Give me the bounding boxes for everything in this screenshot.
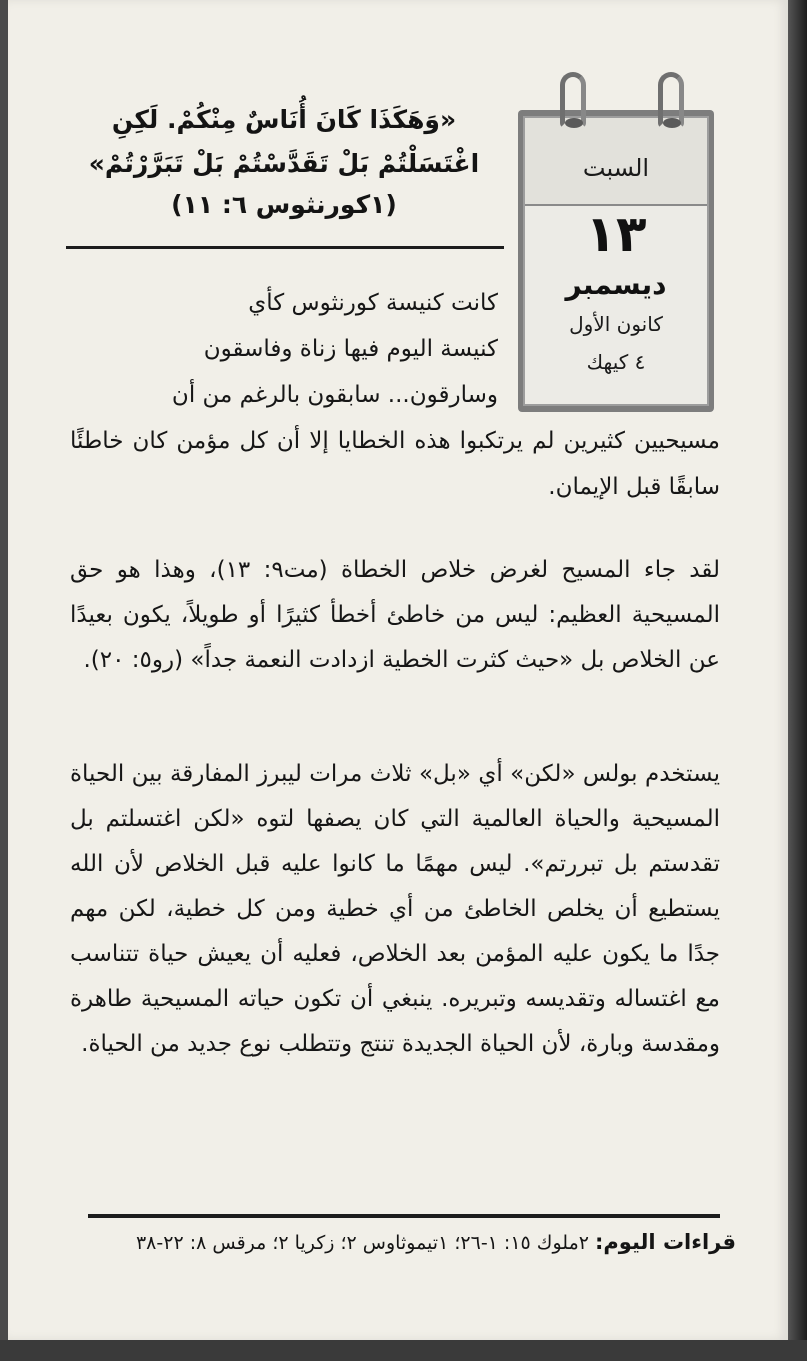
page-bottom-edge: [0, 1340, 807, 1361]
verse-divider: [66, 246, 504, 249]
verse-line-1: «وَهَكَذَا كَانَ أُنَاسٌ مِنْكُمْ. لَكِنِ: [111, 105, 457, 134]
ring-hole-icon: [663, 118, 681, 128]
paragraph-3: يستخدم بولس «لكن» أي «بل» ثلاث مرات ليبرز المفارقة بين الحياة المسيحية والحياة العالمية التي كان يصفها لتوه «لكن اغتسلتم بل تقدستم بل تبررتم». ليس مهمًا ما كانوا عليه قبل الخلاص لأن الله يستطيع أن يخلص الخاطئ من أي خطية ومن كل خطية، لكن مهم جدًا ما يكون عليه المؤمن بعد الخلاص، فعليه أن يعيش حياة تتناسب مع اغتساله وتقديسه وتبريره. ينبغي أن تكون حياته المسيحية طاهرة ومقدسة وبارة، لأن الحياة الجديدة تنتج وتتطلب نوع جديد من الحياة.: [70, 761, 720, 1057]
paragraph-1-intro: [70, 280, 498, 418]
calendar-month: ديسمبر: [565, 268, 667, 301]
readings-text: ٢ملوك ١٥: ١-٢٦؛ ١تيموثاوس ٢؛ زكريا ٢؛ مرقس ٨: ٢٢-٣٨: [135, 1232, 589, 1254]
page-edge: [788, 0, 807, 1361]
verse-line-2: اغْتَسَلْتُمْ بَلْ تَقَدَّسْتُمْ بَلْ تَبَرَّرْتُمْ»: [88, 149, 480, 178]
calendar-day-number: ١٣: [585, 205, 647, 263]
paragraph-line: كنيسة اليوم فيها زناة وفاسقون: [203, 336, 498, 362]
paragraph-line: وسارقون... سابقون بالرغم من أن: [171, 382, 498, 408]
daily-verse: [64, 98, 504, 186]
paragraph-line: كانت كنيسة كورنثوس كأي: [248, 290, 498, 316]
paragraph-1-continued: مسيحيين كثيرين لم يرتكبوا هذه الخطايا إلا أن كل مؤمن كان خاطئًا سابقًا قبل الإيمان.: [70, 428, 720, 500]
footer-divider: [88, 1214, 720, 1218]
calendar-card: [523, 116, 709, 406]
paragraph-2: لقد جاء المسيح لغرض خلاص الخطاة (مت٩: ١٣)، وهذا هو حق المسيحية العظيم: ليس من خاطئ أخطأ كثيرًا أو طويلاً، يكون بعيدًا عن الخلاص بل «حيث كثرت الخطية ازدادت النعمة جداً» (رو٥: ٢٠).: [70, 557, 720, 673]
book-gutter: [0, 0, 8, 1361]
calendar-coptic-date: ٤ كيهك: [586, 350, 646, 374]
calendar-syriac-month: كانون الأول: [569, 312, 663, 336]
readings-label: قراءات اليوم:: [595, 1230, 736, 1254]
verse-reference: (١كورنثوس ٦: ١١): [171, 190, 397, 219]
ring-hole-icon: [565, 118, 583, 128]
calendar-day-name: السبت: [582, 154, 650, 182]
daily-readings: [60, 1230, 736, 1254]
